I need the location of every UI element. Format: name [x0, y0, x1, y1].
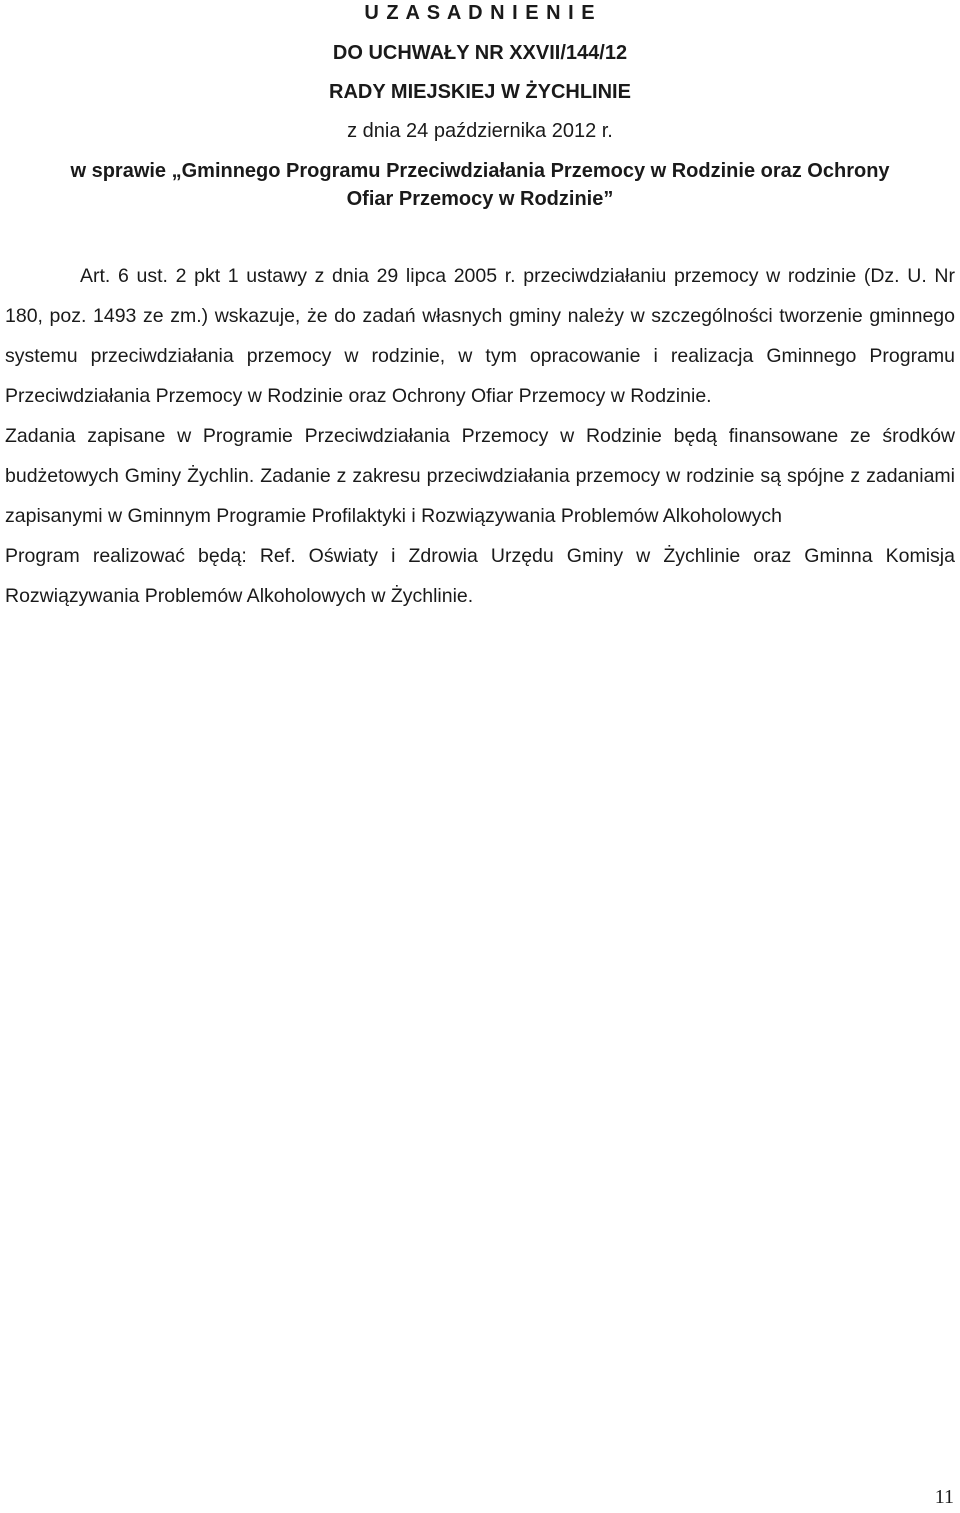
page-number: 11	[934, 1486, 954, 1508]
document-title: U Z A S A D N I E N I E	[364, 2, 596, 24]
council-name: RADY MIEJSKIEJ W ŻYCHLINIE	[329, 81, 631, 103]
paragraph-legal-basis: Art. 6 ust. 2 pkt 1 ustawy z dnia 29 lipca 2005 r. przeciwdziałaniu przemocy w rodzinie (Dz. U. Nr 180, poz. 1493 ze zm.) wskazuje, że do zadań własnych gminy należy w szczególności tworzenie gminnego systemu przeciwdziałania przemocy w rodzinie, w tym opracowanie i realizacja Gminnego Programu Przeciwdziałania Przemocy w Rodzinie oraz Ochrony Ofiar Przemocy w Rodzinie.	[5, 265, 955, 407]
paragraph-implementers: Program realizować będą: Ref. Oświaty i Zdrowia Urzędu Gminy w Żychlinie oraz Gminna Komisja Rozwiązywania Problemów Alkoholowych w Żychlinie.	[5, 545, 955, 607]
resolution-number: DO UCHWAŁY NR XXVII/144/12	[332, 42, 628, 64]
paragraph-financing: Zadania zapisane w Programie Przeciwdziałania Przemocy w Rodzinie będą finansowane ze środków budżetowych Gminy Żychlin. Zadanie z zakresu przeciwdziałania przemocy w rodzinie są spójne z zadaniami zapisanymi w Gminnym Programie Profilaktyki i Rozwiązywania Problemów Alkoholowych	[5, 425, 955, 527]
document-body	[5, 256, 955, 616]
subject-line-1: w sprawie „Gminnego Programu Przeciwdziałania Przemocy w Rodzinie oraz Ochrony	[70, 160, 890, 182]
subject-line-2: Ofiar Przemocy w Rodzinie”	[346, 188, 614, 210]
resolution-date: z dnia 24 października 2012 r.	[347, 120, 613, 142]
